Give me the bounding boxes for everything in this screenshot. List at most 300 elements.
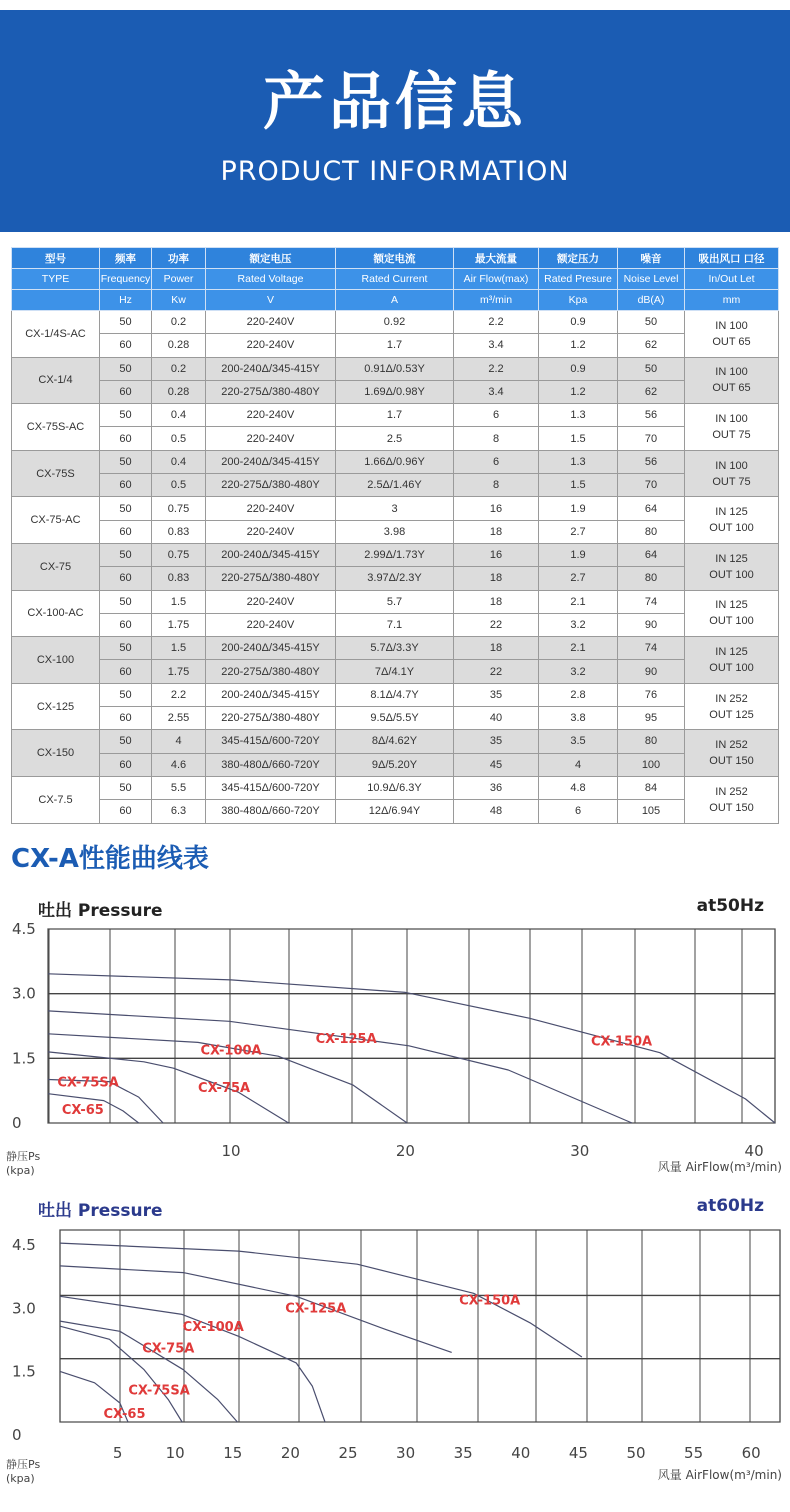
table-cell: 50: [100, 543, 152, 566]
table-cell: 4.8: [539, 776, 618, 799]
table-cell: 345-415Δ/600-720Y: [206, 730, 336, 753]
inout-line: IN 252: [715, 692, 748, 705]
table-cell: 220-275Δ/380-480Y: [206, 380, 336, 403]
table-cell: 50: [100, 590, 152, 613]
y-axis-label-unit: (kpa): [6, 1164, 35, 1177]
header-row: [12, 269, 779, 290]
table-row: [12, 590, 779, 613]
column-header: dB(A): [618, 290, 685, 311]
table-cell: 60: [100, 380, 152, 403]
table-cell: 60: [100, 520, 152, 543]
table-cell: 56: [618, 450, 685, 473]
column-header: Air Flow(max): [454, 269, 539, 290]
table-row: [12, 800, 779, 823]
table-row: [12, 497, 779, 520]
table-cell: 50: [100, 776, 152, 799]
table-cell: 60: [100, 567, 152, 590]
y-axis-label: [6, 1458, 40, 1486]
table-cell: 0.75: [152, 543, 206, 566]
x-tick-label: 30: [570, 1142, 590, 1160]
curve-cx-125a: [48, 1011, 632, 1123]
table-cell: 70: [618, 474, 685, 497]
table-cell: 70: [618, 427, 685, 450]
table-cell: 8.1Δ/4.7Y: [336, 683, 454, 706]
model-type: CX-1/4: [12, 357, 100, 404]
x-tick-label: 40: [744, 1142, 764, 1160]
table-cell: 18: [454, 637, 539, 660]
inout-line: IN 100: [715, 459, 748, 472]
table-cell: 220-275Δ/380-480Y: [206, 474, 336, 497]
table-cell: 3.97Δ/2.3Y: [336, 567, 454, 590]
chart-frequency: at60Hz: [696, 1196, 764, 1216]
table-cell: 50: [100, 404, 152, 427]
table-cell: 220-240V: [206, 334, 336, 357]
table-cell: 10.9Δ/6.3Y: [336, 776, 454, 799]
table-cell: 95: [618, 707, 685, 730]
curve-label: CX-75SA: [57, 1075, 119, 1091]
table-cell: 2.8: [539, 683, 618, 706]
inout-line: IN 100: [715, 412, 748, 425]
banner-title-en: PRODUCT INFORMATION: [220, 156, 570, 187]
y-tick-label: 3.0: [12, 1299, 36, 1318]
table-cell: 12Δ/6.94Y: [336, 800, 454, 823]
inout-size: [685, 730, 779, 777]
table-cell: 220-275Δ/380-480Y: [206, 707, 336, 730]
table-cell: 200-240Δ/345-415Y: [206, 683, 336, 706]
table-cell: 7Δ/4.1Y: [336, 660, 454, 683]
table-cell: 50: [100, 497, 152, 520]
table-row: [12, 543, 779, 566]
table-cell: 200-240Δ/345-415Y: [206, 357, 336, 380]
table-cell: 1.5: [152, 637, 206, 660]
x-tick-label: 60: [741, 1444, 761, 1462]
table-cell: 50: [100, 450, 152, 473]
column-header: 频率: [100, 248, 152, 269]
curve-label: CX-75A: [142, 1341, 195, 1357]
inout-line: IN 100: [715, 366, 748, 379]
table-cell: 2.2: [454, 357, 539, 380]
table-cell: 0.9: [539, 357, 618, 380]
inout-line: OUT 125: [709, 708, 754, 721]
column-header: Kw: [152, 290, 206, 311]
curve-cx-125a: [60, 1266, 452, 1353]
inout-size: [685, 497, 779, 544]
table-row: [12, 567, 779, 590]
table-cell: 9.5Δ/5.5Y: [336, 707, 454, 730]
section-title: CX-A性能曲线表: [11, 844, 209, 874]
column-header: 最大流量: [454, 248, 539, 269]
model-type: CX-100-AC: [12, 590, 100, 637]
column-header: Frequency: [100, 269, 152, 290]
table-cell: 60: [100, 800, 152, 823]
table-cell: 0.9: [539, 311, 618, 334]
table-cell: 2.5Δ/1.46Y: [336, 474, 454, 497]
y-tick-label: 4.5: [12, 920, 36, 938]
curve-cx-75a: [60, 1321, 237, 1422]
table-cell: 0.75: [152, 497, 206, 520]
inout-size: [685, 357, 779, 404]
table-cell: 2.2: [152, 683, 206, 706]
y-tick-label: 0: [12, 1114, 22, 1132]
table-cell: 105: [618, 800, 685, 823]
table-cell: 2.2: [454, 311, 539, 334]
inout-line: OUT 75: [712, 475, 751, 488]
chart-60hz: [0, 1190, 790, 1512]
table-cell: 3.2: [539, 660, 618, 683]
inout-size: [685, 637, 779, 684]
inout-line: IN 125: [715, 506, 748, 519]
model-type: CX-75S: [12, 450, 100, 497]
table-cell: 3.4: [454, 380, 539, 403]
x-tick-label: 40: [511, 1444, 531, 1462]
y-tick-label: 4.5: [12, 1236, 36, 1255]
y-tick-label: 1.5: [12, 1362, 36, 1381]
table-cell: 0.91Δ/0.53Y: [336, 357, 454, 380]
table-cell: 50: [618, 357, 685, 380]
spec-table: [11, 247, 779, 824]
table-cell: 1.5: [539, 427, 618, 450]
column-header: 额定压力: [539, 248, 618, 269]
table-cell: 3.4: [454, 334, 539, 357]
table-cell: 220-240V: [206, 613, 336, 636]
table-cell: 1.5: [152, 590, 206, 613]
model-type: CX-75-AC: [12, 497, 100, 544]
inout-line: OUT 150: [709, 755, 754, 768]
table-row: [12, 357, 779, 380]
column-header: 噪音: [618, 248, 685, 269]
table-cell: 74: [618, 637, 685, 660]
table-cell: 60: [100, 427, 152, 450]
table-cell: 1.66Δ/0.96Y: [336, 450, 454, 473]
curve-label: CX-125A: [315, 1032, 377, 1048]
table-row: [12, 683, 779, 706]
chart-svg: [0, 890, 790, 1190]
table-cell: 60: [100, 707, 152, 730]
table-cell: 220-240V: [206, 311, 336, 334]
inout-line: OUT 100: [709, 568, 754, 581]
column-header: Kpa: [539, 290, 618, 311]
table-cell: 62: [618, 380, 685, 403]
table-cell: 220-240V: [206, 404, 336, 427]
table-cell: 6.3: [152, 800, 206, 823]
column-header: In/Out Let: [685, 269, 779, 290]
table-cell: 60: [100, 474, 152, 497]
inout-size: [685, 776, 779, 823]
table-cell: 64: [618, 543, 685, 566]
table-row: [12, 707, 779, 730]
y-axis-label-line: 静压Ps: [6, 1150, 41, 1163]
inout-line: OUT 65: [712, 382, 751, 395]
table-cell: 40: [454, 707, 539, 730]
curve-label: CX-75SA: [128, 1383, 190, 1399]
table-cell: 0.92: [336, 311, 454, 334]
x-tick-label: 45: [568, 1444, 588, 1462]
curve-label: CX-150A: [459, 1293, 521, 1309]
table-cell: 1.75: [152, 660, 206, 683]
table-cell: 380-480Δ/660-720Y: [206, 753, 336, 776]
inout-line: IN 125: [715, 552, 748, 565]
table-cell: 200-240Δ/345-415Y: [206, 543, 336, 566]
inout-size: [685, 450, 779, 497]
table-cell: 2.7: [539, 520, 618, 543]
inout-size: [685, 590, 779, 637]
table-cell: 76: [618, 683, 685, 706]
table-row: [12, 311, 779, 334]
inout-size: [685, 543, 779, 590]
inout-line: OUT 150: [709, 801, 754, 814]
table-cell: 0.2: [152, 357, 206, 380]
header-row: [12, 248, 779, 269]
table-cell: 22: [454, 660, 539, 683]
chart-50hz: [0, 890, 790, 1190]
table-cell: 1.2: [539, 334, 618, 357]
table-cell: 0.2: [152, 311, 206, 334]
table-cell: 200-240Δ/345-415Y: [206, 637, 336, 660]
table-cell: 2.1: [539, 590, 618, 613]
table-cell: 2.99Δ/1.73Y: [336, 543, 454, 566]
table-cell: 1.75: [152, 613, 206, 636]
table-cell: 0.5: [152, 427, 206, 450]
column-header: m³/min: [454, 290, 539, 311]
table-cell: 220-240V: [206, 497, 336, 520]
table-cell: 16: [454, 497, 539, 520]
table-cell: 90: [618, 613, 685, 636]
table-cell: 220-240V: [206, 590, 336, 613]
inout-line: OUT 75: [712, 428, 751, 441]
table-cell: 100: [618, 753, 685, 776]
table-cell: 16: [454, 543, 539, 566]
inout-line: IN 252: [715, 785, 748, 798]
table-cell: 1.3: [539, 450, 618, 473]
table-cell: 0.4: [152, 450, 206, 473]
y-axis-label-unit: (kpa): [6, 1472, 35, 1485]
model-type: CX-75: [12, 543, 100, 590]
x-tick-label: 25: [338, 1444, 358, 1462]
table-row: [12, 520, 779, 543]
column-header: mm: [685, 290, 779, 311]
table-cell: 60: [100, 334, 152, 357]
column-header: A: [336, 290, 454, 311]
inout-size: [685, 311, 779, 358]
table-cell: 18: [454, 520, 539, 543]
x-tick-label: 10: [221, 1142, 241, 1160]
curve-label: CX-65: [103, 1407, 146, 1423]
inout-line: OUT 100: [709, 615, 754, 628]
table-cell: 18: [454, 567, 539, 590]
column-header: 额定电压: [206, 248, 336, 269]
y-axis-label: [6, 1150, 40, 1178]
table-cell: 50: [100, 637, 152, 660]
table-cell: 1.7: [336, 404, 454, 427]
table-cell: 5.5: [152, 776, 206, 799]
table-cell: 22: [454, 613, 539, 636]
table-row: [12, 776, 779, 799]
table-cell: 60: [100, 613, 152, 636]
table-cell: 36: [454, 776, 539, 799]
table-cell: 6: [454, 404, 539, 427]
column-header: Noise Level: [618, 269, 685, 290]
chart-title: 吐出 Pressure: [38, 901, 163, 921]
table-cell: 1.3: [539, 404, 618, 427]
chart-frequency: at50Hz: [696, 896, 764, 916]
model-type: CX-100: [12, 637, 100, 684]
column-header: Rated Current: [336, 269, 454, 290]
table-cell: 0.83: [152, 520, 206, 543]
table-cell: 90: [618, 660, 685, 683]
x-tick-label: 5: [112, 1444, 123, 1462]
table-cell: 3.8: [539, 707, 618, 730]
curve-cx-150a: [48, 974, 775, 1123]
x-tick-label: 10: [165, 1444, 185, 1462]
y-tick-label: 3.0: [12, 984, 36, 1003]
table-cell: 6: [539, 800, 618, 823]
model-type: CX-7.5: [12, 776, 100, 823]
table-row: [12, 730, 779, 753]
model-type: CX-125: [12, 683, 100, 730]
column-header: 型号: [12, 248, 100, 269]
table-cell: 0.4: [152, 404, 206, 427]
table-cell: 3.5: [539, 730, 618, 753]
inout-line: IN 125: [715, 645, 748, 658]
table-row: [12, 380, 779, 403]
x-tick-label: 35: [453, 1444, 473, 1462]
table-row: [12, 753, 779, 776]
chart-svg: [0, 1190, 790, 1512]
x-tick-label: 20: [395, 1142, 415, 1160]
table-cell: 1.2: [539, 380, 618, 403]
column-header: [12, 290, 100, 311]
table-cell: 4.6: [152, 753, 206, 776]
table-cell: 74: [618, 590, 685, 613]
table-cell: 48: [454, 800, 539, 823]
table-cell: 3: [336, 497, 454, 520]
table-cell: 220-240V: [206, 427, 336, 450]
inout-size: [685, 404, 779, 451]
table-row: [12, 334, 779, 357]
x-tick-label: 15: [223, 1444, 243, 1462]
table-cell: 5.7: [336, 590, 454, 613]
table-cell: 7.1: [336, 613, 454, 636]
curve-label: CX-125A: [285, 1301, 347, 1317]
table-cell: 4: [152, 730, 206, 753]
column-header: TYPE: [12, 269, 100, 290]
chart-title: 吐出 Pressure: [38, 1201, 163, 1221]
table-cell: 50: [100, 730, 152, 753]
column-header: Rated Voltage: [206, 269, 336, 290]
table-cell: 50: [100, 357, 152, 380]
table-cell: 18: [454, 590, 539, 613]
table-cell: 1.5: [539, 474, 618, 497]
table-cell: 2.7: [539, 567, 618, 590]
curve-label: CX-100A: [200, 1043, 262, 1059]
table-cell: 80: [618, 567, 685, 590]
table-cell: 50: [100, 311, 152, 334]
column-header: Power: [152, 269, 206, 290]
table-cell: 5.7Δ/3.3Y: [336, 637, 454, 660]
table-cell: 6: [454, 450, 539, 473]
inout-size: [685, 683, 779, 730]
table-cell: 1.7: [336, 334, 454, 357]
x-tick-label: 30: [396, 1444, 416, 1462]
inout-line: OUT 65: [712, 335, 751, 348]
curve-label: CX-75A: [198, 1080, 251, 1096]
table-cell: 1.69Δ/0.98Y: [336, 380, 454, 403]
inout-line: OUT 100: [709, 522, 754, 535]
x-axis-label: 风量 AirFlow(m³/min): [657, 1160, 782, 1174]
table-row: [12, 637, 779, 660]
table-cell: 220-275Δ/380-480Y: [206, 660, 336, 683]
table-cell: 1.9: [539, 497, 618, 520]
column-header: 吸出风口 口径: [685, 248, 779, 269]
curve-label: CX-65: [61, 1103, 104, 1119]
table-cell: 3.2: [539, 613, 618, 636]
table-row: [12, 404, 779, 427]
table-cell: 8: [454, 427, 539, 450]
x-tick-label: 50: [626, 1444, 646, 1462]
table-cell: 35: [454, 730, 539, 753]
table-cell: 50: [100, 683, 152, 706]
header-row: [12, 290, 779, 311]
table-cell: 0.28: [152, 380, 206, 403]
table-cell: 0.5: [152, 474, 206, 497]
column-header: 额定电流: [336, 248, 454, 269]
table-cell: 1.9: [539, 543, 618, 566]
table-cell: 62: [618, 334, 685, 357]
column-header: 功率: [152, 248, 206, 269]
column-header: V: [206, 290, 336, 311]
table-cell: 60: [100, 660, 152, 683]
table-cell: 64: [618, 497, 685, 520]
table-row: [12, 450, 779, 473]
y-tick-label: 1.5: [12, 1049, 36, 1068]
table-cell: 200-240Δ/345-415Y: [206, 450, 336, 473]
table-cell: 220-275Δ/380-480Y: [206, 567, 336, 590]
curve-label: CX-150A: [591, 1034, 653, 1050]
y-axis-label-line: 静压Ps: [6, 1458, 41, 1471]
table-cell: 0.83: [152, 567, 206, 590]
column-header: Hz: [100, 290, 152, 311]
table-row: [12, 660, 779, 683]
y-tick-label: 0: [12, 1426, 22, 1444]
table-cell: 35: [454, 683, 539, 706]
model-type: CX-150: [12, 730, 100, 777]
x-tick-label: 20: [280, 1444, 300, 1462]
table-cell: 84: [618, 776, 685, 799]
table-cell: 56: [618, 404, 685, 427]
plot-frame: [48, 929, 775, 1123]
table-cell: 9Δ/5.20Y: [336, 753, 454, 776]
table-row: [12, 613, 779, 636]
table-cell: 80: [618, 520, 685, 543]
table-cell: 380-480Δ/660-720Y: [206, 800, 336, 823]
table-row: [12, 474, 779, 497]
inout-line: OUT 100: [709, 661, 754, 674]
table-cell: 60: [100, 753, 152, 776]
product-info-banner: [0, 10, 790, 232]
inout-line: IN 125: [715, 599, 748, 612]
table-cell: 2.1: [539, 637, 618, 660]
column-header: Rated Presure: [539, 269, 618, 290]
table-cell: 3.98: [336, 520, 454, 543]
x-axis-label: 风量 AirFlow(m³/min): [657, 1468, 782, 1482]
model-type: CX-1/4S-AC: [12, 311, 100, 358]
table-cell: 8Δ/4.62Y: [336, 730, 454, 753]
model-type: CX-75S-AC: [12, 404, 100, 451]
banner-title-cn: 产品信息: [262, 65, 527, 138]
table-cell: 0.28: [152, 334, 206, 357]
table-cell: 80: [618, 730, 685, 753]
table-cell: 220-240V: [206, 520, 336, 543]
